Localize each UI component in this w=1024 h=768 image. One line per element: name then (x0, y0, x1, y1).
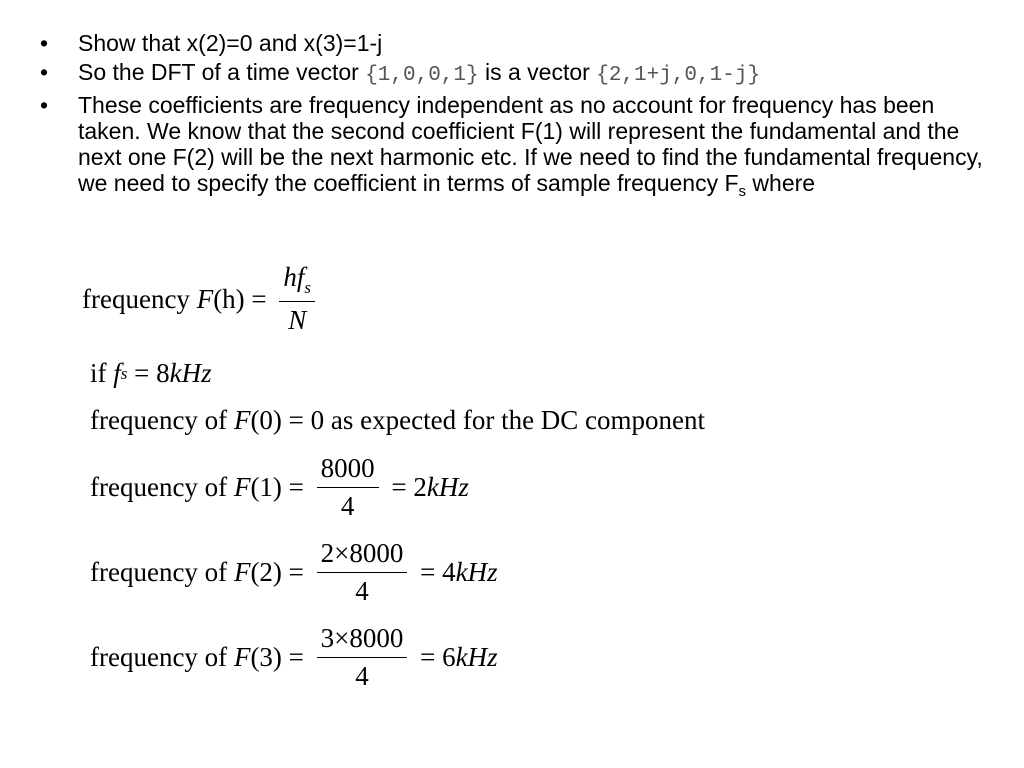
eq-label: frequency (82, 283, 197, 314)
eq-label: frequency of (90, 557, 234, 587)
eq-unit: kHz (455, 642, 498, 672)
fraction-numerator: 2×8000 (320, 538, 404, 568)
eq-symbol: f (113, 358, 121, 388)
fraction-numerator (279, 262, 315, 301)
eq-unit: kHz (169, 358, 212, 388)
eq-label: if (90, 358, 114, 388)
eq-value: = 4 (413, 557, 456, 587)
eq-symbol: F (233, 472, 251, 502)
equation-f3 (90, 623, 498, 692)
fraction-numerator: 8000 (320, 453, 375, 483)
fraction (317, 453, 379, 522)
eq-symbol: F (233, 405, 251, 435)
bullet-item (40, 92, 1000, 205)
eq-label: frequency of (90, 642, 234, 672)
eq-arg: (h) (213, 283, 245, 314)
equation-sample-frequency (90, 358, 212, 389)
eq-equals: = (244, 283, 274, 314)
equation-frequency-definition (82, 262, 321, 336)
eq-symbol: F (233, 557, 251, 587)
dft-vector: {2,1+j,0,1-j} (596, 64, 761, 87)
eq-symbol: N (288, 305, 307, 335)
bullet-dot: • (40, 92, 49, 118)
eq-unit: kHz (455, 557, 498, 587)
fraction-numerator: 3×8000 (320, 623, 404, 653)
equation-f2 (90, 538, 498, 607)
eq-value: = 6 (413, 642, 456, 672)
fraction-denominator (279, 301, 315, 336)
bullet-list (40, 30, 1000, 208)
fraction (317, 538, 408, 607)
bullet-item (40, 30, 1000, 56)
eq-value: = 8 (127, 358, 170, 388)
eq-symbol: F (233, 642, 251, 672)
eq-label: frequency of (90, 405, 234, 435)
subscript: s (738, 183, 747, 200)
bullet-text: So the DFT of a time vector (78, 59, 366, 85)
subscript: s (120, 363, 128, 383)
equation-f1 (90, 453, 469, 522)
eq-value: = 2 (384, 472, 427, 502)
bullet-item (40, 59, 1000, 89)
eq-symbol: f (296, 262, 305, 292)
bullet-text: These coefficients are frequency independent as no account for frequency has been taken. We know that the second coefficient F(1) will represent the fundamental and the next one F(2) will be the next harmonic etc. If we need to find the fundamental frequency, we need to specify the coefficient in terms of sample frequency F (78, 92, 983, 196)
eq-arg: (1) = (250, 472, 311, 502)
bullet-text: is a vector (478, 59, 597, 85)
bullet-text: where (746, 170, 816, 196)
fraction (279, 262, 315, 336)
bullet-dot: • (40, 30, 49, 56)
eq-unit: kHz (426, 472, 469, 502)
time-vector: {1,0,0,1} (365, 64, 479, 87)
eq-label: as expected for the DC component (324, 405, 706, 435)
bullet-dot: • (40, 59, 49, 85)
fraction-denominator: 4 (317, 487, 379, 522)
eq-symbol: F (196, 283, 214, 314)
eq-arg: (2) = (250, 557, 311, 587)
fraction (317, 623, 408, 692)
eq-label: frequency of (90, 472, 234, 502)
eq-symbol: h (283, 262, 297, 292)
equation-f0 (90, 405, 705, 436)
fraction-denominator: 4 (317, 572, 408, 607)
bullet-text: Show that x(2)=0 and x(3)=1-j (78, 30, 383, 56)
fraction-denominator: 4 (317, 657, 408, 692)
eq-arg: (0) = 0 (250, 405, 325, 435)
eq-arg: (3) = (250, 642, 311, 672)
subscript: s (304, 278, 312, 297)
